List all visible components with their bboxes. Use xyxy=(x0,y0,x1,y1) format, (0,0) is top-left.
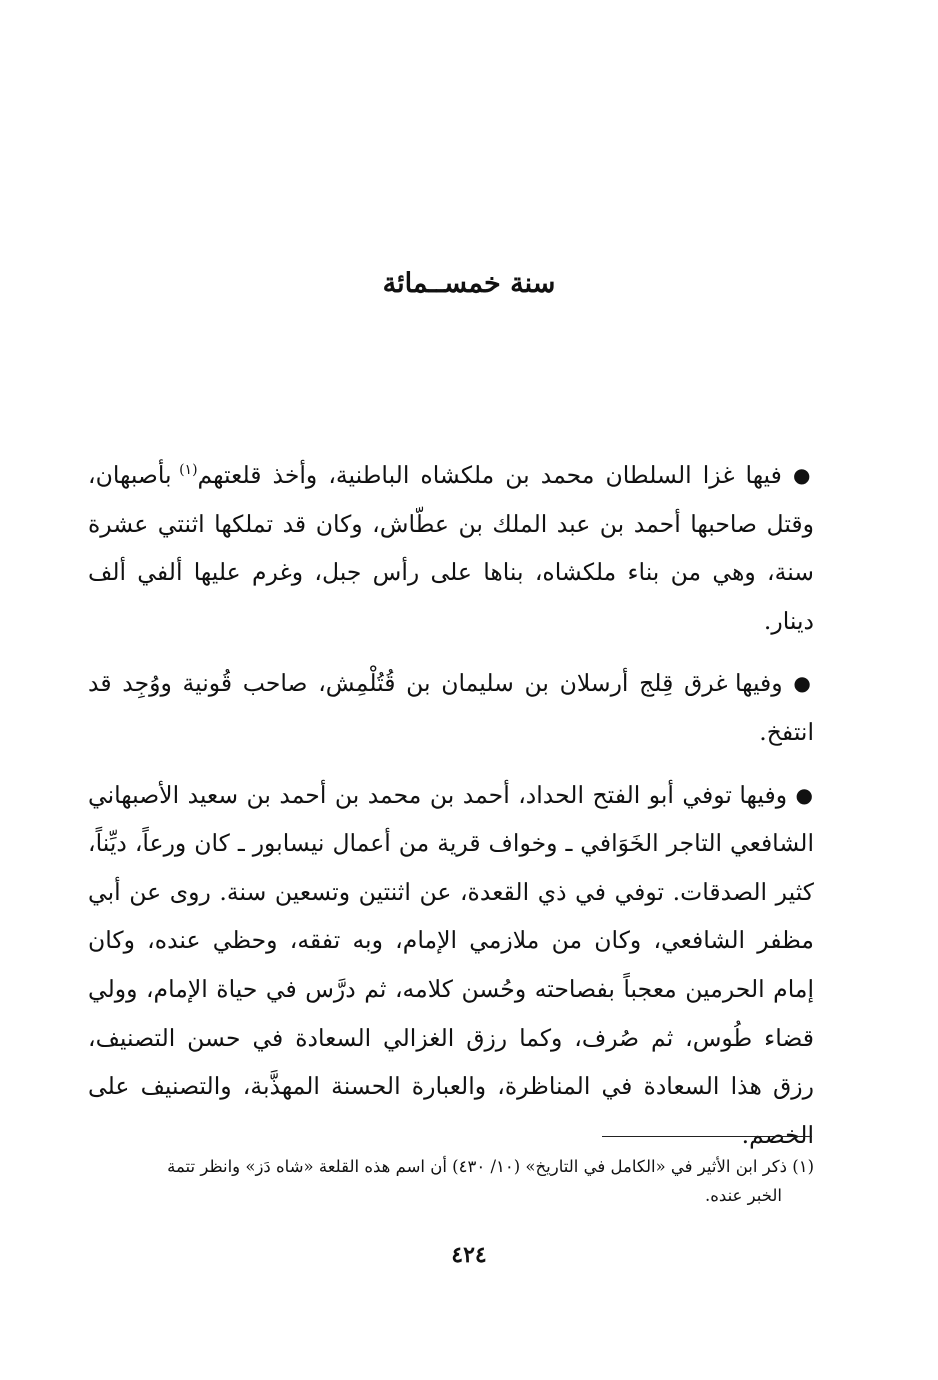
paragraph-1-text-continued: بأصبهان، وقتل صاحبها أحمد بن عبد الملك بن عطّاش، وكان قد تملكها اثنتي عشرة سنة، وهي من بناء ملكشاه، بناها على رأس جبل، وغرم عليها ألفي ألف دينار. xyxy=(88,461,814,635)
paragraph-3 xyxy=(88,771,814,1160)
paragraph-1 xyxy=(88,446,814,645)
footnote-separator xyxy=(602,1136,812,1137)
paragraph-2 xyxy=(88,659,814,756)
main-text xyxy=(88,446,814,1159)
bullet-icon: ● xyxy=(793,671,814,696)
footnote-line-2: الخبر عنده. xyxy=(705,1186,782,1205)
page-number: ٤٢٤ xyxy=(451,1242,487,1268)
paragraph-2-text: وفيها غرق قِلج أرسلان بن سليمان بن قُتُلْمِش، صاحب قُونية ووُجِد قد انتفخ. xyxy=(88,669,814,746)
paragraph-1-text: فيها غزا السلطان محمد بن ملكشاه الباطنية، وأخذ قلعتهم xyxy=(197,461,782,489)
bullet-icon: ● xyxy=(795,782,814,807)
section-title: سنة خمســمائة xyxy=(382,268,556,299)
bullet-icon: ● xyxy=(792,463,815,487)
footnote-reference[interactable]: (١) xyxy=(179,462,198,478)
footnote xyxy=(96,1152,814,1210)
footnote-line-1: (١) ذكر ابن الأثير في «الكامل في التاريخ» (١٠/ ٤٣٠) أن اسم هذه القلعة «شاه دَز» وانظر تتمة xyxy=(167,1157,814,1176)
paragraph-3-text: وفيها توفي أبو الفتح الحداد، أحمد بن محمد بن أحمد بن سعيد الأصبهاني الشافعي التاجر الخَوَافي ـ وخواف قرية من أعمال نيسابور ـ كان ورعاً، ديِّناً، كثير الصدقات. توفي في ذي القعدة، عن اثنتين وتسعين سنة. روى عن أبي مظفر الشافعي، وكان من ملازمي الإمام، وبه تفقه، وحظي عنده، وكان إمام الحرمين معجباً بفصاحته وحُسن كلامه، ثم درَّس في حياة الإمام، وولي قضاء طُوس، ثم صُرف، وكما رزق الغزالي السعادة في حسن التصنيف، رزق هذا السعادة في المناظرة، والعبارة الحسنة المهذَّبة، والتصنيف على الخصم. xyxy=(88,780,814,1149)
